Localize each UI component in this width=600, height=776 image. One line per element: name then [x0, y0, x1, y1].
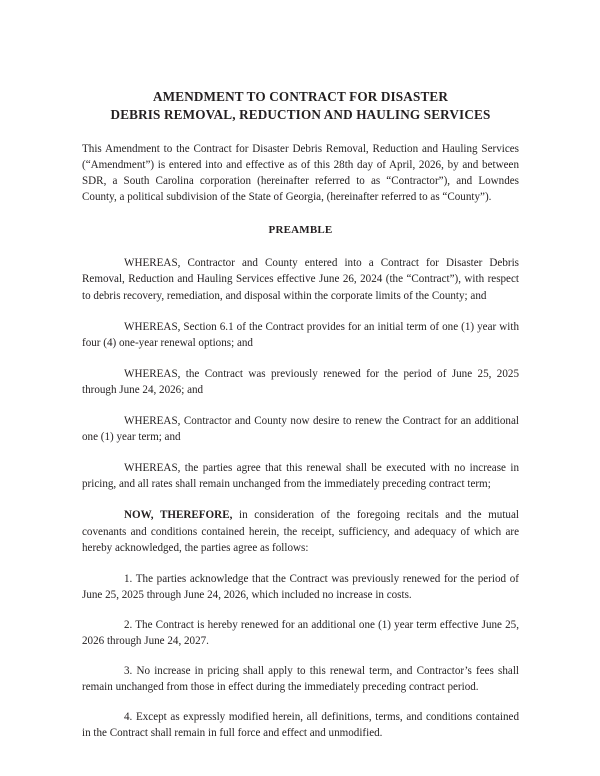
spacer [82, 649, 519, 663]
numbered-item: 3. No increase in pricing shall apply to this renewal term, and Contractor’s fees shall remain unchanged from those in effect during the immediately preceding contract period. [82, 665, 519, 694]
spacer [82, 304, 519, 319]
spacer [82, 398, 519, 413]
spacer [82, 124, 519, 141]
document-body [82, 88, 519, 741]
numbered-item: 2. The Contract is hereby renewed for an additional one (1) year term effective June 25, 2026 through June 24, 2027. [82, 618, 519, 647]
intro-paragraph: This Amendment to the Contract for Disaster Debris Removal, Reduction and Hauling Services (“Amendment”) is entered into and effective as of this 28th day of April, 2026, by and between SDR, a South Carolina corporation (hereinafter referred to as “Contractor”), and Lowndes County, a political subdivision of the State of Georgia, (hereinafter referred to as “County”). [82, 143, 519, 204]
operative-lead-rest: in consideration of the foregoing recitals and the mutual covenants and conditions contained herein, the receipt, sufficiency, and adequacy of which are hereby acknowledged, the parties agree as follows: [82, 509, 519, 554]
spacer [82, 445, 519, 460]
operative-lead-in: NOW, THEREFORE, [124, 509, 233, 522]
recital-paragraph: WHEREAS, Contractor and County now desire to renew the Contract for an additional one (1) year term; and [82, 415, 519, 444]
recital-paragraph: WHEREAS, the parties agree that this renewal shall be executed with no increase in pricing, and all rates shall remain unchanged from the immediately preceding contract term; [82, 462, 519, 491]
spacer [82, 492, 519, 507]
recital-paragraph: WHEREAS, Contractor and County entered into a Contract for Disaster Debris Removal, Reduction and Hauling Services effective June 26, 2024 (the “Contract”), with respect to debris recovery, remediation, and disposal within the corporate limits of the County; and [82, 257, 519, 302]
preamble-heading: PREAMBLE [268, 224, 333, 237]
spacer [82, 695, 519, 709]
title-line-2: DEBRIS REMOVAL, REDUCTION AND HAULING SERVICES [110, 107, 491, 122]
spacer [82, 556, 519, 571]
spacer [82, 205, 519, 224]
title-line-1: AMENDMENT TO CONTRACT FOR DISASTER [152, 89, 449, 104]
numbered-item: 4. Except as expressly modified herein, all definitions, terms, and conditions contained in the Contract shall remain in full force and effect and unmodified. [82, 711, 519, 740]
numbered-item: 1. The parties acknowledge that the Contract was previously renewed for the period of June 25, 2025 through June 24, 2026, which included no increase in costs. [82, 572, 519, 601]
spacer [82, 603, 519, 617]
operative-paragraph [82, 507, 519, 555]
page-title [82, 88, 519, 124]
spacer [82, 236, 519, 255]
recital-paragraph: WHEREAS, Section 6.1 of the Contract provides for an initial term of one (1) year with four (4) one-year renewal options; and [82, 320, 519, 349]
recital-paragraph: WHEREAS, the Contract was previously renewed for the period of June 25, 2025 through June 24, 2026; and [82, 367, 519, 396]
spacer [82, 351, 519, 366]
